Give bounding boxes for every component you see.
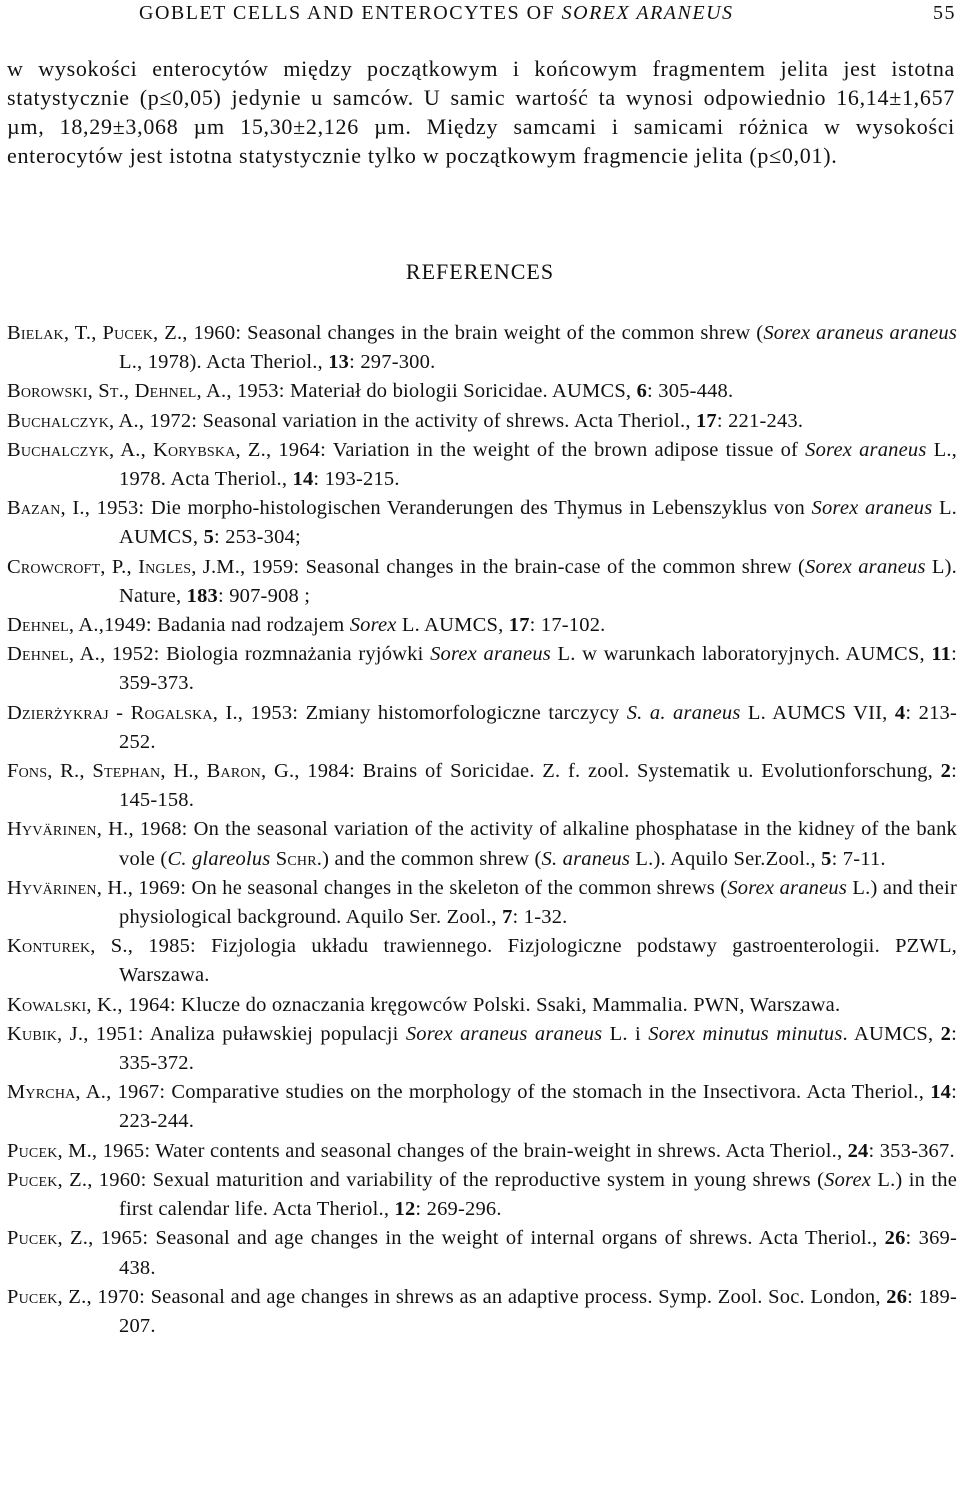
reference-segment: : 1-32. — [512, 906, 568, 929]
reference-segment: Sorex araneus araneus — [763, 322, 957, 344]
reference-segment: , 1964: Variation in the weight of the brown adipose tissue of — [265, 438, 806, 461]
references-heading: REFERENCES — [405, 259, 555, 284]
reference-segment: : 17-102. — [529, 614, 606, 637]
reference-segment: 14 — [930, 1081, 952, 1104]
reference-segment: Buchalczyk, A. — [7, 409, 139, 432]
reference-segment: . AUMCS, — [842, 1022, 941, 1045]
body-paragraph: w wysokości enterocytów między początkowym i końcowym fragmentem jelita jest istotna statystycznie (p≤0,05) jedynie u samców. U samic wartość ta wynosi odpowiednio 16,14±1,657 µm, 18,29±3,068 µm 15,30±2,126 µm. Między samcami i samicami różnica w wysokości enterocytów jest istotna statystycznie tylko w początkowym fragmencie jelita (p≤0,01). — [7, 56, 955, 168]
reference-segment: S. araneus — [541, 847, 631, 870]
running-title-italic: SOREX ARANEUS — [561, 2, 734, 24]
reference-segment: , 1952: Biologia rozmnażania ryjówki — [99, 643, 431, 666]
reference-segment: Sorex — [824, 1168, 872, 1191]
reference-segment: Sorex araneus araneus — [405, 1022, 603, 1045]
reference-segment: L.). Aquilo Ser.Zool., — [630, 847, 822, 870]
reference-segment: , 1984: Brains of Soricidae. Z. f. zool. Systematik u. Evolutionforschung, — [294, 760, 941, 783]
reference-segment: Sorex — [349, 614, 397, 637]
reference-segment: , 1960: Seasonal changes in the brain weight of the common shrew ( — [182, 322, 764, 344]
reference-segment: Dehnel, A. — [7, 614, 99, 637]
reference-entry — [7, 757, 957, 815]
reference-segment: 5 — [821, 847, 832, 870]
reference-entry — [7, 1137, 957, 1166]
reference-segment: 26 — [884, 1227, 906, 1250]
reference-entry — [7, 377, 957, 406]
reference-segment: , 1965: Water contents and seasonal changes of the brain-weight in shrews. Acta Theriol., — [91, 1139, 848, 1162]
reference-segment: Pucek, Z. — [7, 1285, 87, 1308]
reference-segment: C. glareolus — [167, 847, 271, 870]
reference-entry — [7, 815, 957, 873]
reference-segment: , 1960: Sexual maturition and variability of the reproductive system in young shrews ( — [87, 1168, 825, 1191]
reference-segment: ,1949: Badania nad rodzajem — [98, 614, 350, 637]
reference-segment: Sorex araneus — [430, 643, 551, 666]
reference-segment: , 1972: Seasonal variation in the activity of shrews. Acta Theriol., — [138, 409, 696, 432]
reference-segment: L. AUMCS, — [119, 497, 958, 549]
reference-segment: L). Nature, — [119, 555, 957, 607]
reference-segment: : 335-372. — [119, 1022, 957, 1075]
running-title — [139, 2, 734, 25]
reference-segment: : 7-11. — [831, 847, 886, 870]
reference-segment: L. w warunkach laboratoryjnych. AUMCS, — [551, 643, 932, 666]
reference-entry — [7, 319, 957, 377]
reference-entry — [7, 1166, 957, 1224]
reference-entry — [7, 494, 957, 552]
reference-segment: Konturek, S. — [7, 935, 128, 958]
reference-segment: Crowcroft, P., Ingles, J.M. — [7, 555, 241, 578]
reference-segment: : 145-158. — [119, 760, 957, 812]
reference-segment: 13 — [328, 351, 350, 374]
reference-segment: 6 — [636, 380, 648, 403]
reference-segment: , 1964: Klucze do oznaczania kręgowców Polski. Ssaki, Mammalia. PWN, Warszawa. — [117, 993, 841, 1016]
reference-segment: : 213- 252. — [119, 701, 957, 753]
reference-segment: , 1970: Seasonal and age changes in shrews as an adaptive process. Symp. Zool. Soc. London, — [86, 1285, 887, 1308]
reference-segment: L. AUMCS VII, — [740, 701, 895, 724]
reference-segment: , 1965: Seasonal and age changes in the weight of internal organs of shrews. Acta Theriol., — [88, 1227, 885, 1250]
reference-segment: : 193-215. — [313, 468, 400, 491]
reference-segment: Bielak, T., Pucek, Z. — [7, 322, 183, 344]
reference-entry — [7, 1020, 957, 1078]
running-title-roman: GOBLET CELLS AND ENTEROCYTES OF — [139, 2, 562, 24]
reference-entry — [7, 932, 957, 990]
reference-segment: : 221-243. — [716, 409, 804, 432]
reference-entry — [7, 991, 957, 1020]
reference-segment: Sorex araneus — [805, 438, 927, 461]
reference-segment: , 1968: On the seasonal variation of the activity of alkaline phosphatase in the kidney of the bank vole ( — [119, 818, 958, 870]
reference-segment: : 907-908 ; — [217, 584, 311, 607]
reference-segment: Dzierżykraj - Rogalska, I. — [7, 701, 238, 724]
reference-entry — [7, 699, 957, 757]
reference-entry — [7, 874, 957, 932]
reference-entry — [7, 553, 957, 611]
reference-segment: : 305-448. — [647, 380, 734, 403]
reference-segment: : 253-304; — [214, 526, 301, 549]
reference-segment: 12 — [394, 1198, 416, 1221]
reference-segment: Dehnel, A. — [7, 643, 100, 666]
reference-entry — [7, 611, 957, 640]
reference-segment: L. i — [602, 1022, 649, 1045]
reference-segment: : 189-207. — [119, 1285, 957, 1337]
reference-segment: Sorex araneus — [811, 497, 933, 520]
reference-entry — [7, 1078, 957, 1136]
running-head — [0, 2, 960, 26]
reference-segment: S. a. araneus — [626, 701, 741, 724]
reference-segment: 2 — [940, 760, 952, 783]
reference-segment: Sorex araneus — [727, 876, 848, 899]
reference-segment: ) and the common shrew ( — [322, 847, 542, 870]
reference-segment: : 353-367. — [868, 1139, 955, 1162]
reference-segment: 7 — [502, 906, 513, 929]
reference-segment: Kubik, J. — [7, 1022, 84, 1045]
reference-entry — [7, 1283, 957, 1341]
reference-segment: : 369- 438. — [119, 1227, 958, 1279]
reference-segment: Pucek, Z. — [7, 1227, 89, 1250]
reference-segment: , 1953: Materiał do biologii Soricidae. AUMCS, — [226, 380, 637, 403]
reference-segment: : 223-244. — [119, 1081, 957, 1133]
reference-segment: 17 — [695, 409, 717, 432]
reference-segment: Myrcha, A. — [7, 1081, 107, 1104]
reference-segment: Bazan, I. — [7, 497, 85, 520]
reference-segment: Schr. — [275, 847, 323, 870]
references-list — [7, 319, 957, 1341]
reference-segment: 2 — [940, 1022, 952, 1045]
reference-segment: , 1985: Fizjologia układu trawiennego. Fizjologiczne podstawy gastroenterologii. PZWL, Warszawa. — [119, 935, 957, 987]
reference-segment: Hyvärinen, H. — [7, 818, 129, 841]
reference-segment: 5 — [203, 526, 215, 549]
reference-segment: , 1959: Seasonal changes in the brain-case of the common shrew ( — [240, 555, 806, 578]
reference-segment: Kowalski, K. — [7, 993, 118, 1016]
reference-segment: , 1967: Comparative studies on the morphology of the stomach in the Insectivora. Acta Theriol., — [106, 1081, 931, 1104]
reference-segment: Pucek, M. — [7, 1139, 92, 1162]
reference-segment: Hyvärinen, H. — [7, 876, 128, 899]
reference-segment: L.) and their physiological background. Aquilo Ser. Zool., — [119, 876, 957, 929]
reference-segment: 11 — [931, 643, 952, 666]
reference-segment: Sorex araneus — [805, 555, 926, 578]
reference-segment: , 1969: On he seasonal changes in the skeleton of the common shrews ( — [127, 876, 728, 899]
reference-segment: Buchalczyk, A., Korybska, Z. — [7, 438, 266, 461]
reference-segment: L.) in the first calendar life. Acta Theriol., — [119, 1168, 957, 1221]
reference-segment: Sorex minutus minutus — [648, 1022, 843, 1045]
reference-segment: , 1953: Zmiany histomorfologiczne tarczycy — [237, 701, 627, 724]
reference-segment: 4 — [894, 701, 906, 724]
reference-segment: 183 — [186, 584, 218, 607]
reference-segment: 24 — [847, 1139, 869, 1162]
reference-entry — [7, 407, 957, 436]
reference-segment: L., 1978). Acta Theriol., — [119, 351, 329, 374]
reference-segment: L., 1978. Acta Theriol., — [119, 438, 957, 491]
reference-segment: : 359-373. — [119, 643, 958, 695]
reference-segment: L. AUMCS, — [396, 614, 509, 637]
reference-entry — [7, 640, 957, 698]
reference-segment: : 269-296. — [415, 1198, 502, 1221]
reference-segment: , 1951: Analiza puławskiej populacji — [83, 1022, 406, 1045]
reference-segment: 26 — [886, 1285, 908, 1308]
reference-segment: : 297-300. — [349, 351, 436, 374]
reference-segment: Borowski, St., Dehnel, A. — [7, 380, 227, 403]
reference-segment: Pucek, Z. — [7, 1168, 88, 1191]
reference-segment: 17 — [508, 614, 530, 637]
page-number: 55 — [933, 2, 956, 24]
reference-segment: , 1953: Die morpho-histologischen Veranderungen des Thymus in Lebenszyklus von — [84, 497, 812, 520]
reference-entry — [7, 1224, 957, 1282]
reference-segment: Fons, R., Stephan, H., Baron, G. — [7, 760, 295, 783]
reference-entry — [7, 436, 957, 494]
reference-segment: 14 — [292, 468, 314, 491]
